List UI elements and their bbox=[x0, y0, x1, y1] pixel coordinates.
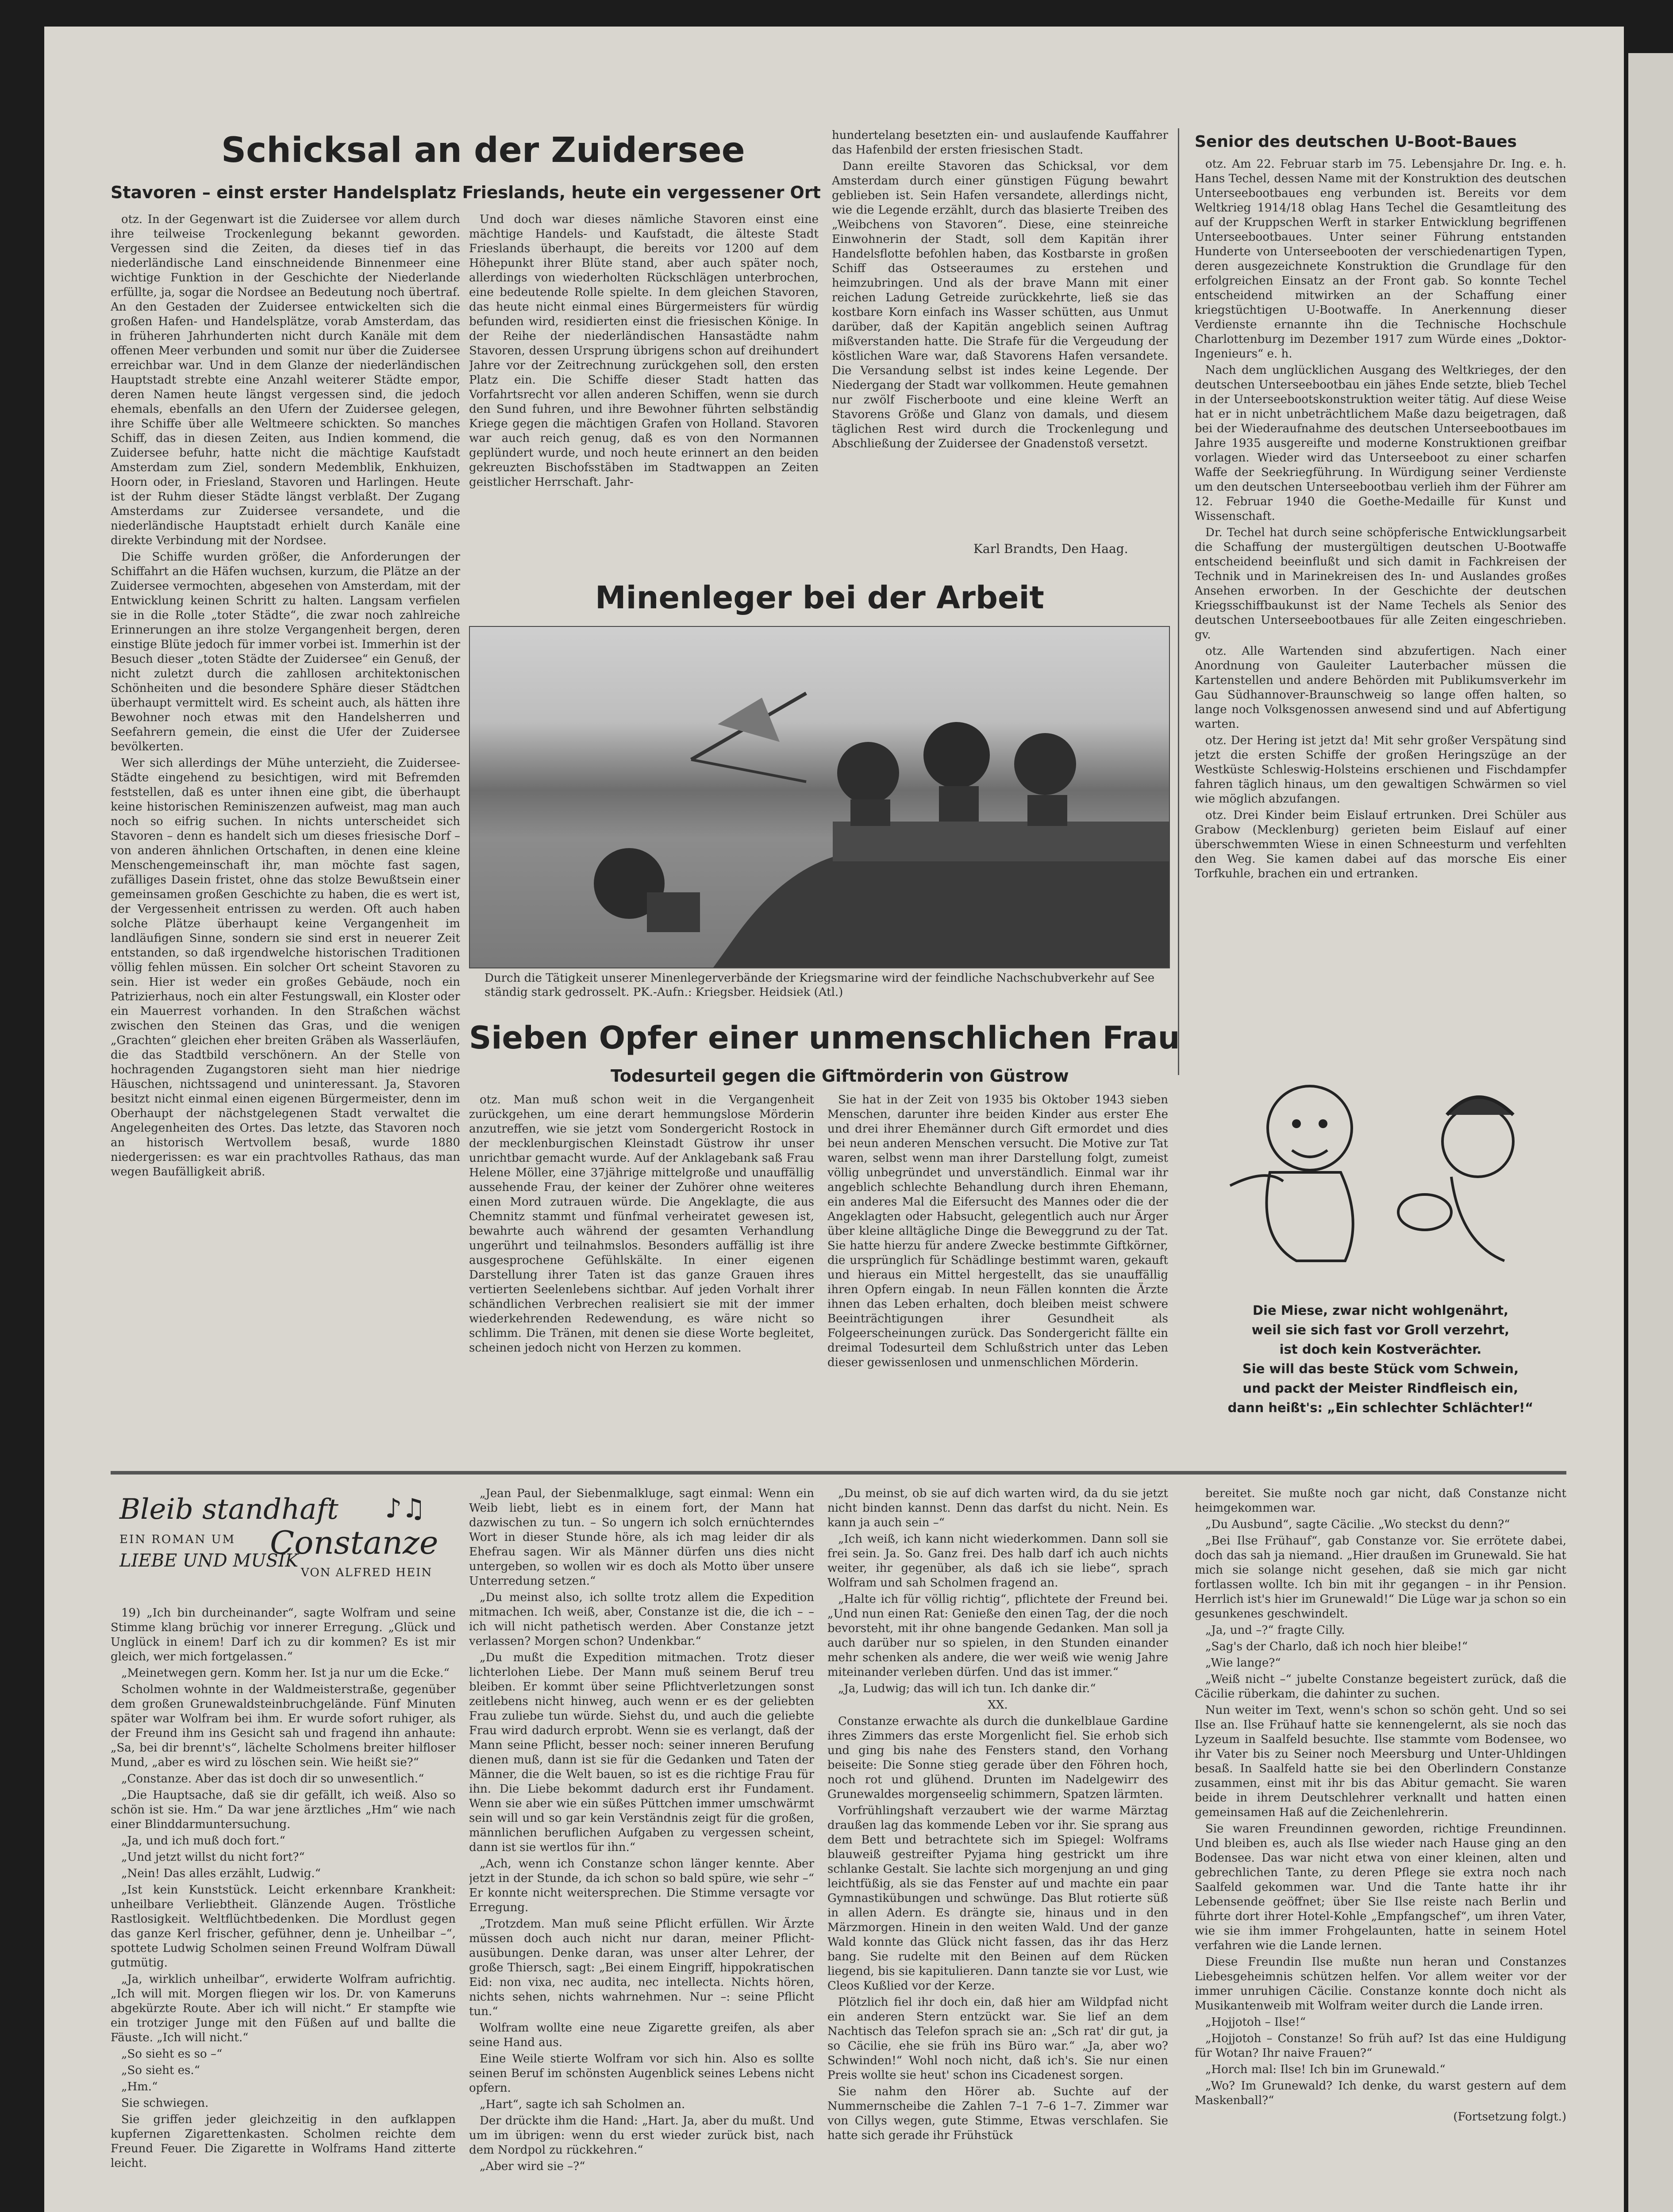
paragraph: „Weiß nicht –“ jubelte Constanze begeistert zurück, daß die Cäcilie rüberkam, die dahinter zu suchen. bbox=[1195, 1673, 1566, 1701]
paragraph: Der drückte ihm die Hand: „Hart. Ja, aber du mußt. Und um im übrigen: wenn du erst wieder zurück bist, nach dem Nordpol zu rückkehren.“ bbox=[469, 2114, 814, 2157]
novel-logo-sub1: EIN ROMAN UM bbox=[119, 1533, 236, 1546]
paragraph: „Horch mal: Ilse! Ich bin im Grunewald.“ bbox=[1205, 2063, 1446, 2076]
paragraph: „Und jetzt willst du nicht fort?“ bbox=[121, 1851, 305, 1864]
minelayer-illustration bbox=[470, 627, 1169, 968]
article-giftmoerderin-subtitle: Todesurteil gegen die Giftmörderin von Güstrow bbox=[611, 1066, 1069, 1086]
article-uboot-body bbox=[1195, 157, 1566, 1042]
ad-verse bbox=[1195, 1301, 1566, 1417]
paragraph: Scholmen wohnte in der Waldmeisterstraße, gegenüber dem großen Grunewaldsteinbruchgelände. Fünf Minuten später war Wolfram bei ihm. Er wurde sofort ruhiger, als der Freund ihm ins Gesicht sah und fragend ihn anhaute: „Sa, bei dir brennt's“, lächelte Scholmens breiter hilfloser Mund, „aber es wird zu löschen sein. Wie heißt sie?“ bbox=[111, 1683, 456, 1769]
column-divider bbox=[1178, 128, 1179, 1075]
novel-logo-author: VON ALFRED HEIN bbox=[301, 1566, 433, 1579]
novel-logo-name: Constanze bbox=[270, 1524, 438, 1561]
paragraph: „Trotzdem. Man muß seine Pflicht erfüllen. Wir Ärzte müssen doch auch nicht nur daran, meiner Pflicht-ausübungen. Denke daran, was unser alter Lehrer, der große Thiersch, sagt: „Bei einem Eingriff, hippokratischen Eid: non vixa, nec audita, nec intellecta. Nichts hören, nichts sehen, nichts wahrnehmen. Nur –: seine Pflicht tun.“ bbox=[469, 1917, 814, 2018]
paragraph: Constanze erwachte als durch die dunkelblaue Gardine ihres Zimmers das erste Morgenlicht fiel. Sie erhob sich und ging bis nahe des Fensters stand, den Vorhang beiseite: Die Sonne stieg gerade über den Föhren hoch, noch rot und glühend. Drunten im Nadelgewirr des Grunewaldes morgenseelig schimmern, Spatzen lärmten. bbox=[827, 1715, 1168, 1801]
paragraph: Dr. Techel hat durch seine schöpferische Entwicklungsarbeit die Schaffung der mustergültigen deutschen U-Bootwaffe entscheidend beeinflußt und sich damit in Fachkreisen der Technik und in Marinekreisen des In- und Auslandes großes Ansehen erworben. In der Geschichte der deutschen Kriegsschiffbaukunst ist der Name Techels als Senior des deutschen Unterseebootbaues für alle Zeiten eingeschrieben. gv. bbox=[1195, 526, 1566, 641]
ad-line: weil sie sich fast vor Groll verzehrt, bbox=[1251, 1322, 1510, 1337]
paragraph: „Ja, und ich muß doch fort.“ bbox=[121, 1834, 285, 1847]
article-giftmoerderin-col1 bbox=[469, 1093, 814, 1464]
paragraph: „Hojjotoh – Constanze! So früh auf? Ist das eine Huldigung für Wotan? Ihr naive Frauen?“ bbox=[1195, 2032, 1566, 2060]
paragraph: Sie hat in der Zeit von 1935 bis Oktober 1943 sieben Menschen, darunter ihre beiden Kinder aus erster Ehe und drei ihrer Ehemänner durch Gift ermordet und dies bei neun anderen Menschen versucht. Die Motive zur Tat waren, selbst wenn man ihrer Darstellung folgt, zumeist völlig unbegründet und unverständlich. Einmal war ihr angeblich schlechte Behandlung durch ihren Ehemann, ein anderes Mal die Eifersucht des Mannes oder die der Angeklagten oder Habsucht, gelegentlich auch nur Ärger über kleine alltägliche Dinge die Beweggrund zu der Tat. Sie hatte hierzu für andere Zwecke bestimmte Giftkörner, die ursprünglich für Schädlinge bestimmt waren, gekauft und hieraus ein Mittel hergestellt, das sie unauffällig ihren Opfern eingab. In neun Fällen konnten die Ärzte ihnen das Leben erhalten, doch bleiben meist schwere Beeinträchtigungen ihrer Gesundheit als Folgeerscheinungen zurück. Das Sondergericht fällte ein dreimal Todesurteil dem Schlußstrich unter das Leben dieser gewissenlosen und unmenschlichen Mörderin. bbox=[827, 1093, 1168, 1369]
paragraph: 19) „Ich bin durcheinander“, sagte Wolfram und seine Stimme klang brüchig vor innerer Erregung. „Glück und Unglück in einem! Darf ich zu dir kommen? Es ist mir gleich, wer mich fortgelassen.“ bbox=[111, 1606, 456, 1663]
novel-col3 bbox=[827, 1486, 1168, 2212]
ad-line: ist doch kein Kostverächter. bbox=[1279, 1342, 1482, 1357]
paragraph: Nach dem unglücklichen Ausgang des Weltkrieges, der den deutschen Unterseebootbau ein jähes Ende setzte, blieb Techel in der Unterseebootskonstruktion weiter tätig. Auf diese Weise hat er in nicht unbeträchtlichem Maße dazu beigetragen, daß bei der Wiederaufnahme des deutschen Unterseebootbaues im Jahre 1935 ausgereifte und moderne Konstruktionen greifbar vorlagen. Wieder wird das Unterseeboot zu einer scharfen Waffe der Seekriegführung. In Würdigung seiner Verdienste um den deutschen Unterseebootbau verlieh ihm der Führer am 12. Februar 1940 die Goethe-Medaille für Kunst und Wissenschaft. bbox=[1195, 364, 1566, 523]
paragraph: „Du Ausbund“, sagte Cäcilie. „Wo steckst du denn?“ bbox=[1205, 1518, 1510, 1531]
paragraph: Wolfram wollte eine neue Zigarette greifen, als aber seine Hand aus. bbox=[469, 2021, 814, 2049]
ad-line: und packt der Meister Rindfleisch ein, bbox=[1242, 1381, 1519, 1396]
paragraph: „Halte ich für völlig richtig“, pflichtete der Freund bei. „Und nun einen Rat: Genieße den einen Tag, der die noch bevorsteht, mit ihr ohne bangende Gedanken. Man soll ja auch darüber nur so spielen, in den Stunden einander mehr schenken als andere, die wer weiß wie wenig Jahre miteinander verleben dürfen. Und das ist immer.“ bbox=[827, 1593, 1168, 1679]
novel-logo bbox=[111, 1484, 456, 1599]
paragraph: „Du meinst also, ich sollte trotz allem die Expedition mitmachen. Ich weiß, aber, Constanze ist die, die ich – – ich will nicht pathetisch werden. Aber Constanze jetzt verlassen? Morgen schon? Undenkbar.“ bbox=[469, 1591, 814, 1648]
paragraph: „Ja, Ludwig; das will ich tun. Ich danke dir.“ bbox=[838, 1682, 1096, 1695]
paragraph: „Hojjotoh – Ilse!“ bbox=[1205, 2016, 1306, 2029]
photo-title: Minenleger bei der Arbeit bbox=[595, 580, 1044, 616]
news-note: otz. Drei Kinder beim Eislauf ertrunken. Drei Schüler aus Grabow (Mecklenburg) gerieten beim Eislauf auf einer überschwemmten Wiese in einen Schneesturm und verfehlten den Weg. Sie kamen dabei auf das morsche Eis einer Torfkuhle, brachen ein und ertranken. bbox=[1195, 809, 1566, 880]
paragraph: „Wie lange?“ bbox=[1205, 1656, 1281, 1670]
article-zuidersee-subtitle: Stavoren – einst erster Handelsplatz Frieslands, heute ein vergessener Ort bbox=[111, 183, 821, 202]
paragraph: Wer sich allerdings der Mühe unterzieht, die Zuidersee-Städte eingehend zu besichtigen, wird mit Befremden feststellen, daß es unter ihnen eine gibt, die überhaupt keine historischen Reminiszenzen aufweist, mag man auch noch so eifrig suchen. In nichts unterscheidet sich Stavoren – denn es handelt sich um dieses friesische Dorf – von anderen ähnlichen Ortschaften, in denen eine kleine Menschengemeinschaft ihr, man möchte fast sagen, zufälliges Dasein fristet, ohne das stolze Bewußtsein einer gemeinsamen großen Geschichte zu haben, die es wert ist, der Vergessenheit entrissen zu werden. Oft auch haben solche Plätze überhaupt keine Vergangenheit im landläufigen Sinne, sondern sie sind erst in neuerer Zeit entstanden, so daß irgendwelche historischen Traditionen völlig fehlen müssen. Ein solcher Ort scheint Stavoren zu sein. Hier ist weder ein großes Gebäude, noch ein Patrizierhaus, noch ein alter Festungswall, ein Kloster oder ein Mauerrest vorhanden. In den Straßchen wächst zwischen den Steinen das Gras, und die wenigen „Grachten“ gleichen eher breiten Gräben als Wasserläufen, die das Stadtbild verschönern. An der Stelle von hochragenden Zugangstoren sieht man hier niedrige Häuschen, nichtssagend und uninteressant. Ja, Stavoren besitzt nicht einmal einen eigenen Bürgermeister, denn im Oberhaupt der nächstgelegenen Stadt verwaltet die Angelegenheiten des Ortes. Das letzte, das Stavoren noch an historisch Wertvollem besaß, wurde 1880 niedergerissen: es war ein prachtvolles Rathaus, das man wegen Baufälligkeit abriß. bbox=[111, 757, 460, 1179]
ad-line: dann heißt's: „Ein schlechter Schlächter!“ bbox=[1227, 1400, 1534, 1415]
novel-col1 bbox=[111, 1606, 456, 2212]
photo-caption-text: Durch die Tätigkeit unserer Minenlegerverbände der Kriegsmarine wird der feindliche Nachschubverkehr auf See ständig stark gedrosselt. bbox=[485, 972, 1155, 999]
adjacent-page-edge bbox=[1628, 53, 1673, 2212]
article-zuidersee-col2 bbox=[469, 212, 819, 571]
paragraph: Sie griffen jeder gleichzeitig in den aufklappen kupfernen Zigarettenkasten. Scholmen reichte dem Freund Feuer. Die Zigarette in Wolframs Hand zitterte leicht. bbox=[111, 2113, 456, 2170]
paragraph: Diese Freundin Ilse mußte nun heran und Constanzes Liebesgeheimnis schützen helfen. Vor allem weiter vor der immer unruhigen Cäcilie. Constanze konnte doch nicht als Musikantenweib mit Wolfram weiter durch die Lande irren. bbox=[1195, 1955, 1566, 2012]
music-notes-icon: ♪♫ bbox=[385, 1493, 426, 1524]
cartoon-illustration bbox=[1195, 1053, 1566, 1283]
article-giftmoerderin-col2 bbox=[827, 1093, 1168, 1464]
article-zuidersee-title: Schicksal an der Zuidersee bbox=[221, 131, 745, 170]
paragraph: „Wo? Im Grunewald? Ich denke, du warst gestern auf dem Maskenball?“ bbox=[1195, 2079, 1566, 2107]
paragraph: „Bei Ilse Frühauf“, gab Constanze vor. Sie errötete dabei, doch das sah ja niemand. „Hier draußen im Grunewald. Sie hat mich sie solange nicht gesehen, daß sie mich gar nicht fortlassen wollte. Ich bin mit ihr gegangen – in ihr Pension. Herrlich ist's hier im Grunewald!“ Die Lüge war ja schon so ein gesunkenes geschwindelt. bbox=[1195, 1534, 1566, 1621]
paragraph: „Meinetwegen gern. Komm her. Ist ja nur um die Ecke.“ bbox=[121, 1667, 450, 1680]
paragraph: „Die Hauptsache, daß sie dir gefällt, ich weiß. Also so schön ist sie. Hm.“ Da war jene ärztliches „Hm“ wie nach einer Blinddarmuntersuchung. bbox=[111, 1789, 456, 1831]
article-giftmoerderin-title: Sieben Opfer einer unmenschlichen Frau bbox=[469, 1020, 1180, 1056]
paragraph: „Du meinst, ob sie auf dich warten wird, da du sie jetzt nicht binden kannst. Denn das darfst du nicht. Nein. Es kann ja auch sein –“ bbox=[827, 1487, 1168, 1529]
novel-col4 bbox=[1195, 1486, 1566, 2212]
continuation-note: (Fortsetzung folgt.) bbox=[1453, 2110, 1566, 2124]
paragraph: hundertelang besetzten ein- und auslaufende Kauffahrer das Hafenbild der ersten friesischen Stadt. bbox=[832, 129, 1168, 157]
novel-logo-sub2: LIEBE UND MUSIK bbox=[119, 1551, 299, 1571]
ad-line: Die Miese, zwar nicht wohlgenährt, bbox=[1252, 1303, 1509, 1318]
paragraph: „Ja, und –?“ fragte Cilly. bbox=[1205, 1624, 1345, 1637]
article-zuidersee-col3 bbox=[832, 128, 1168, 535]
paragraph: Und doch war dieses nämliche Stavoren einst eine mächtige Handels- und Kaufstadt, die älteste Stadt Frieslands überhaupt, die bereits vor 1200 auf dem Höhepunkt ihrer Blüte stand, aber auch später noch, allerdings von wiederholten Rückschlägen unterbrochen, eine bedeutende Rolle spielte. In dem gleichen Stavoren, das heute nicht einmal eines Bürgermeisters für würdig befunden wird, residierten einst die friesischen Könige. In der Reihe der niederländischen Hansastädte nahm Stavoren, dessen Ursprung übrigens schon auf dreihundert Jahre vor der Zeitrechnung zurückgehen soll, den ersten Platz ein. Die Schiffe dieser Stadt hatten das Vorfahrtsrecht vor allen anderen Schiffen, wenn sie durch den Sund fuhren, und ihre Bewohner führten selbständig Kriege gegen die mächtigen Grafen von Holland. Stavoren war auch reich genug, daß es von den Normannen geplündert wurde, und noch heute erinnert an den beiden gekreuzten Bischofsstäben im Stadtwappen an Zeiten geistlicher Herrschaft. Jahr- bbox=[469, 213, 819, 489]
news-note: otz. Der Hering ist jetzt da! Mit sehr großer Verspätung sind jetzt die ersten Schiffe der großen Heringszüge an der Westküste Schleswig-Holsteins erschienen und Fischdampfer fahren täglich hinaus, um den gewaltigen Schwärmen so viel wie möglich abzufangen. bbox=[1195, 734, 1566, 806]
paragraph: Eine Weile stierte Wolfram vor sich hin. Also es sollte seinen Beruf im schönsten Augenblick seines Lebens nicht opfern. bbox=[469, 2052, 814, 2095]
paragraph: „Aber wird sie –?“ bbox=[480, 2160, 585, 2173]
article-zuidersee-col1 bbox=[111, 212, 460, 1513]
paragraph: „Ach, wenn ich Constanze schon länger kennte. Aber jetzt in der Stunde, da ich schon so bald spüre, wie sehr –“ Er konnte nicht weitersprechen. Die Stimme versagte vor Erregung. bbox=[469, 1857, 814, 1914]
novel-col2 bbox=[469, 1486, 814, 2212]
ad-line: Sie will das beste Stück vom Schwein, bbox=[1242, 1361, 1519, 1376]
photo-credit: PK.-Aufn.: Kriegsber. Heidsiek (Atl.) bbox=[633, 986, 843, 999]
paragraph: otz. Am 22. Februar starb im 75. Lebensjahre Dr. Ing. e. h. Hans Techel, dessen Name mit der Konstruktion des deutschen Unterseebootbaues eng verbunden ist. Bereits vor dem Weltkrieg 1914/18 oblag Hans Techel die Gesamtleitung des auf der Kruppschen Werft in starker Entwicklung begriffenen Unterseebootbaues. Unter seiner Führung entstanden Hunderte von Unterseebooten der verschiedenartigen Typen, deren ausgezeichnete Konstruktion die Grundlage für den erfolgreichen Einsatz an der Front gab. So konnte Techel entscheidend mitwirken an der Schaffung einer kriegstüchtigen U-Bootwaffe. In Anerkennung dieser Verdienste ernannte ihn die Technische Hochschule Charlottenburg im Dezember 1917 zum Würde eines „Doktor-Ingenieurs“ e. h. bbox=[1195, 157, 1566, 361]
paragraph: „Hm.“ bbox=[121, 2080, 158, 2093]
paragraph: otz. In der Gegenwart ist die Zuidersee vor allem durch ihre teilweise Trockenlegung bekannt geworden. Vergessen sind die Zeiten, da dieses tief in das niederländische Land einschneidende Binnenmeer eine wichtige Funktion in der Geschichte der Niederlande erfüllte, ja, sogar die Nordsee an Bedeutung noch übertraf. An den Gestaden der Zuidersee entwickelten sich die großen Hafen- und Handelsplätze, vorab Amsterdam, das in früheren Jahrhunderten nicht durch Kanäle mit dem offenen Meer verbunden und somit nur über die Zuidersee erreichbar war. Und in dem Glanze der niederländischen Hauptstadt strebte eine Anzahl weiterer Städte empor, deren Namen heute längst vergessen sind, die jedoch ehemals, ebenfalls an den Ufern der Zuidersee gelegen, ihre Schiffe über alle Weltmeere schickten. So manches Schiff, das in diesen Zeiten, aus Indien kommend, die Zuidersee befuhr, hatte nicht die mächtige Kaufstadt Amsterdam zum Ziel, sondern Medemblik, Enkhuizen, Hoorn oder, in Friesland, Stavoren und Harlingen. Heute ist der Ruhm dieser Städte längst verblaßt. Der Zugang Amsterdams zur Zuidersee versandete, und die niederländische Hauptstadt erhielt durch Kanäle eine direkte Verbindung mit der Nordsee. bbox=[111, 213, 460, 547]
chapter-number: XX. bbox=[988, 1698, 1008, 1712]
novel-logo-title: Bleib standhaft bbox=[119, 1493, 338, 1526]
photo-caption bbox=[485, 971, 1166, 999]
paragraph: Sie nahm den Hörer ab. Suchte auf der Nummernscheibe die Zahlen 7–1 7–6 1–7. Zimmer war von Cillys wegen, gute Stimme, Etwas verschlafen. Sie hatte sich gerade ihr Frühstück bbox=[827, 2085, 1168, 2142]
paragraph: „Jean Paul, der Siebenmalkluge, sagt einmal: Wenn ein Weib liebt, liebt es in einem fort, der Mann hat dazwischen zu tun. – So ungern ich solch ernüchterndes Wort in dieser Stunde höre, als ich mag leider dir als Ehefrau sagen. Wir als Männer dürfen uns dies nicht untergeben, so wollen wir es doch als Motto über unsere Unterredung setzen.“ bbox=[469, 1487, 814, 1588]
paragraph: „So sieht es so –“ bbox=[121, 2047, 223, 2061]
paragraph: „Du mußt die Expedition mitmachen. Trotz dieser lichterlohen Liebe. Der Mann muß seinem Beruf treu bleiben. Er kommt über seine Pflichtverletzungen sonst zeitlebens nicht hinweg, auch wenn er es der geliebten Frau zuliebe tun würde. Siehst du, und auch die geliebte Frau wird dadurch erprobt. Wenn sie es verlangt, daß der Mann seine Pflicht, besser noch: seiner inneren Berufung dienen muß, dann ist sie für die Gedanken und Taten der Männer, die die Welt bauen, so ist es die richtige Frau für ihn. Die Liebe bekommt dadurch erst ihr Fundament. Wenn sie aber wie ein süßes Püttchen immer umschwärmt sein will und so gar kein Verständnis zeigt für die großen, männlichen beruflichen Aufgaben zu vergessen scheint, dann ist sie wertlos für ihn.“ bbox=[469, 1651, 814, 1854]
paragraph: Plötzlich fiel ihr doch ein, daß hier am Wildpfad nicht ein anderen Stern entzückt war. Sie lief an dem Nachtisch das Telefon sprach sie an: „Sch rat' dir gut, ja so Cäcilie, ehe sie früh ins Büro war.“ „Ja, aber wo? Schwinden!“ Wohl noch nicht, daß ich's. Sie nur einen Preis wollte sie heut' schon ins Cicadenest sorgen. bbox=[827, 1996, 1168, 2082]
paragraph: „Hart“, sagte ich sah Scholmen an. bbox=[480, 2098, 685, 2111]
paragraph: „So sieht es.“ bbox=[121, 2064, 200, 2077]
section-divider bbox=[111, 1471, 1566, 1475]
paragraph: Dann ereilte Stavoren das Schicksal, vor dem Amsterdam durch einer günstigen Fügung bewahrt geblieben ist. Sein Hafen versandete, allerdings nicht, wie die Legende erzählt, durch das blasierte Treiben des „Weibchens von Stavoren“. Diese, eine steinreiche Einwohnerin der Stadt, soll dem Kapitän ihrer Handelsflotte befohlen haben, das Kostbarste in großen Schiff das Ostseeraumes zu erstehen und heimzubringen. Und als der brave Mann mit einer reichen Ladung Getreide zurückkehrte, ließ sie das kostbare Korn einfach ins Wasser schütten, aus Unmut darüber, daß der Kapitän angeblich seinen Auftrag mißverstanden hatte. Die Strafe für die Vergeudung der köstlichen Ware war, daß Stavorens Hafen versandete. Die Versandung selbst ist indes keine Legende. Der Niedergang der Stadt war vollkommen. Heute gemahnen nur zwölf Fischerboote und eine kleine Werft an Stavorens Größe und Glanz von damals, und diesem täglichen Rest wird durch die Trockenlegung und Abschließung der Zuidersee der Gnadenstoß versetzt. bbox=[832, 160, 1168, 450]
article-zuidersee-byline: Karl Brandts, Den Haag. bbox=[973, 541, 1128, 556]
paragraph: „Sag's der Charlo, daß ich noch hier bleibe!“ bbox=[1205, 1640, 1468, 1653]
minelayer-photo bbox=[469, 626, 1170, 968]
butcher-advertisement bbox=[1195, 1053, 1566, 1460]
paragraph: „Ja, wirklich unheilbar“, erwiderte Wolfram aufrichtig. „Ich will mit. Morgen fliegen wir los. Dr. von Kameruns abgekürzte Route. Aber ich will nicht.“ Er stampfte wie ein trotziger Junge mit den Füßen auf und ballte die Fäuste. „Ich will nicht.“ bbox=[111, 1973, 456, 2044]
news-note: otz. Alle Wartenden sind abzufertigen. Nach einer Anordnung von Gauleiter Lauterbacher müssen die Kartenstellen und andere Behörden mit Publikumsverkehr im Gau Südhannover-Braunschweig so lange offen halten, so lange noch Volksgenossen anwesend sind und auf Abfertigung warten. bbox=[1195, 645, 1566, 731]
paragraph: Nun weiter im Text, wenn's schon so schön geht. Und so sei Ilse an. Ilse Frühauf hatte sie kennengelernt, als sie noch das Lyzeum in Saalfeld besuchte. Ilse stammte vom Bodensee, wo ihr Vater bis zu Seiner noch Meersburg und Unter-Uhldingen besaß. In Saalfeld hatte sie bei den Oberlindern Constanze zusammen, einst mit ihr bis das Abitur gemacht. Sie waren beide in ihrem Deutschlehrer verknallt und hatten einen gemeinsamen Haß auf die Zeichenlehrerin. bbox=[1195, 1704, 1566, 1819]
paragraph: Die Schiffe wurden größer, die Anforderungen der Schiffahrt an die Häfen wuchsen, kurzum, die Plätze an der Zuidersee vermochten, abgesehen von Amsterdam, mit der Entwicklung keinen Schritt zu halten. Langsam verfielen sie in die Rolle „toter Städte“, die zwar noch zahlreiche Erinnerungen an ihre stolze Vergangenheit bergen, deren einstige Blüte jedoch für immer vorbei ist. Immerhin ist der Besuch dieser „toten Städte der Zuidersee“ ein Genuß, der nicht zuletzt durch die zahllosen architektonischen Schönheiten und die besondere Sphäre dieser Städtchen überhaupt vermittelt wird. Es scheint auch, als hätten ihre Bewohner noch etwas mit den Handelsherren und Seefahrern gemein, die einst die Ufer der Zuidersee bevölkerten. bbox=[111, 550, 460, 753]
paragraph: „Ich weiß, ich kann nicht wiederkommen. Dann soll sie frei sein. Ja. So. Ganz frei. Des halb darf ich auch nichts weiter, ihr gegenüber, als daß ich sie liebe“, sprach Wolfram und sah Scholmen fragend an. bbox=[827, 1532, 1168, 1590]
paragraph: „Nein! Das alles erzählt, Ludwig.“ bbox=[121, 1867, 321, 1880]
paragraph: Sie waren Freundinnen geworden, richtige Freundinnen. Und bleiben es, auch als Ilse wieder nach Hause ging an den Bodensee. Das war nicht etwa von einer kleinen, alten und gebrechlichen Tante, zu deren Pflege sie extra noch nach Saalfeld gekommen war. Und die Tante hatte ihr ihr Lebensende geöffnet; über Sie Ilse reiste nach Berlin und führte dort ihrer Hotel-Kohle „Empfangschef“, um ihren Vater, wie sie ihm immer Frohgelaunten, hatte in seinem Hotel verfahren wie die Lande lernen. bbox=[1195, 1822, 1566, 1952]
article-uboot-title: Senior des deutschen U-Boot-Baues bbox=[1195, 133, 1517, 151]
paragraph: Sie schwiegen. bbox=[121, 2097, 209, 2110]
paragraph: „Ist kein Kunststück. Leicht erkennbare Krankheit: unheilbare Verliebtheit. Glänzende Augen. Tröstliche Rastlosigkeit. Weltflüchtbedenken. Die Mordlust gegen das ganze Kerl frischer, gefühner, denn je. Unheilbar –“, spottete Ludwig Scholmen seinen Freund Wolfram Düwall gutmütig. bbox=[111, 1883, 456, 1970]
paragraph: bereitet. Sie mußte noch gar nicht, daß Constanze nicht heimgekommen war. bbox=[1195, 1487, 1566, 1515]
paragraph: „Constanze. Aber das ist doch dir so unwesentlich.“ bbox=[121, 1772, 424, 1786]
paragraph: Vorfrühlingshaft verzaubert wie der warme Märztag draußen lag das kommende Leben vor ihr. Sie sprang aus dem Bett und betrachtete sich im Spiegel: Wolframs blauweiß gestreifter Pyjama hing gestrickt um ihre schlanke Gestalt. Sie lachte sich morgenjung an und ging leichtfüßig, als sie das Fenster auf und machte ein paar Gymnastikübungen und schwünge. Das Blut rotierte süß in allen Adern. Es drängte sie, hinaus und in den Märzmorgen. Hinein in den weiten Wald. Und der ganze Wald konnte das Glück nicht fassen, das ihr das Herz bang. Sie rudelte mit den Beinen auf dem Rücken liegend, bis sie kapitulieren. Dann tanzte sie vor Lust, wie Cleos Kußlied vor der Kerze. bbox=[827, 1804, 1168, 1993]
paragraph: otz. Man muß schon weit in die Vergangenheit zurückgehen, um eine derart hemmungslose Mörderin anzutreffen, wie sie jetzt vom Sondergericht Rostock in der mecklenburgischen Kleinstadt Güstrow ihr unser unrichtbar gemacht wurde. Auf der Anklagebank saß Frau Helene Möller, eine 37jährige mittelgroße und unauffällig aussehende Frau, der keiner der Zuhörer ohne weiteres einen Mord zutrauen würde. Die Angeklagte, die aus Chemnitz stammt und fünfmal verheiratet gewesen ist, bewahrte auch während der gesamten Verhandlung ungerührt und teilnahmslos. Besonders auffällig ist ihre ausgesprochene Gefühlskälte. In einer eigenen Darstellung ihrer Taten ist das ganze Grauen ihres vertierten Seelenlebens sichtbar. Auf jeden Vorhalt ihrer schändlichen Verbrechen realisiert sie mit der immer wiederkehrenden Redewendung, es wäre nicht so schlimm. Die Tränen, mit denen sie diese Worte begleitet, scheinen jedoch nicht von Herzen zu kommen. bbox=[469, 1093, 814, 1355]
